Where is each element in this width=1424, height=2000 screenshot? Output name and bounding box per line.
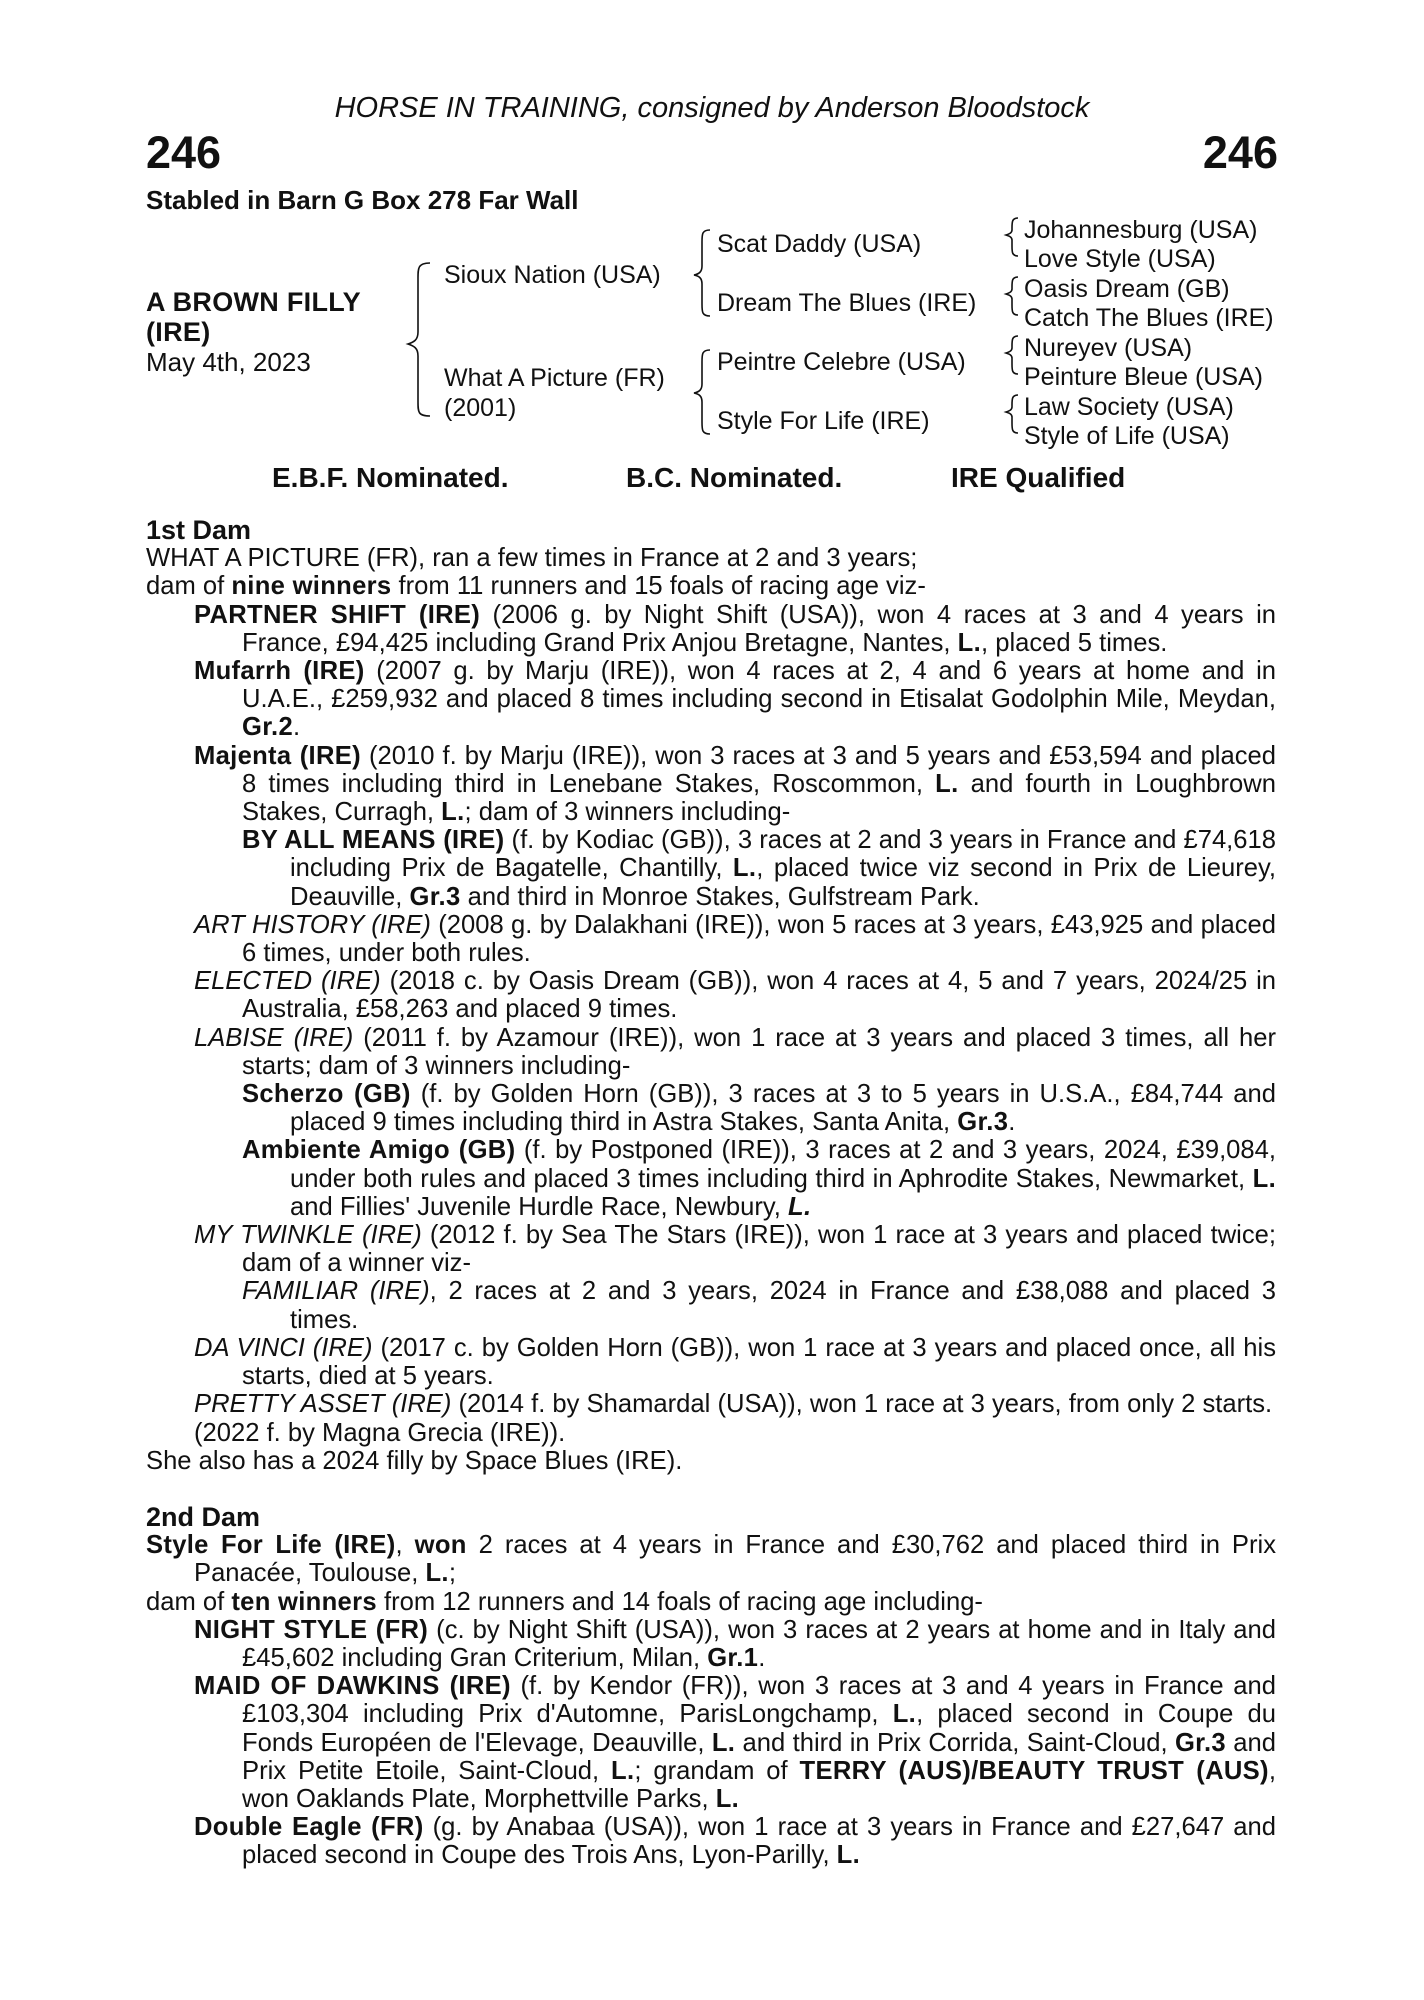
brace-g3 [1006, 336, 1018, 374]
produce-entry: ART HISTORY (IRE) (2008 g. by Dalakhani (IRE)), won 5 races at 3 years, £43,925 and placed 6 times, under both rules. [194, 910, 1277, 968]
brace-g2 [1006, 277, 1018, 315]
horse-description-country: (IRE) [146, 317, 211, 347]
pedigree-dam-sire: Peintre Celebre (USA) [717, 348, 966, 376]
brace-sire [694, 230, 710, 316]
pedigree-dam-dam: Style For Life (IRE) [717, 407, 930, 435]
brace-dam [694, 350, 710, 434]
pedigree-dam-year: (2001) [444, 394, 517, 422]
produce-entry: Majenta (IRE) (2010 f. by Marju (IRE)), won 3 races at 3 and 5 years and £53,594 and placed 8 times including third in Lenebane Stakes, Roscommon, L. and fourth in Loughbrown Stakes, Curragh, L.; dam of 3 winners including- [194, 741, 1277, 827]
pedigree-g3-4: Catch The Blues (IRE) [1024, 304, 1274, 332]
grand-produce-entry: BY ALL MEANS (IRE) (f. by Kodiac (GB)), 3 races at 2 and 3 years in France and £74,618 including Prix de Bagatelle, Chantilly, L., placed twice viz second in Prix de Lieurey, Deauville, Gr.3 and third in Monroe Stakes, Gulfstream Park. [242, 826, 1276, 911]
lot-number-left: 246 [146, 127, 222, 178]
pedigree-g3-6: Peinture Bleue (USA) [1024, 363, 1264, 391]
pedigree-sire: Sioux Nation (USA) [444, 261, 661, 289]
lot-number-right: 246 [1202, 127, 1278, 178]
grand-produce-entry: FAMILIAR (IRE), 2 races at 2 and 3 years, 2024 in France and £38,088 and placed 3 times. [242, 1277, 1276, 1334]
pedigree-dam: What A Picture (FR) [444, 364, 665, 392]
pedigree-g3-3: Oasis Dream (GB) [1024, 275, 1230, 303]
second-dam-heading: 2nd Dam [146, 1501, 261, 1532]
brace-g1 [1006, 218, 1018, 256]
pedigree-g3-2: Love Style (USA) [1024, 245, 1216, 273]
first-dam-produce-summary: dam of nine winners from 11 runners and 15 foals of racing age viz- [146, 572, 926, 601]
grand-produce-entry: Scherzo (GB) (f. by Golden Horn (GB)), 3 races at 3 to 5 years in U.S.A., £84,744 and placed 9 times including third in Astra Stakes, Santa Anita, Gr.3. [242, 1080, 1276, 1137]
ire-qualified: IRE Qualified [951, 462, 1126, 493]
pedigree-sire-dam: Dream The Blues (IRE) [717, 289, 977, 317]
bc-nominated: B.C. Nominated. [626, 462, 843, 493]
grand-produce-entry: Ambiente Amigo (GB) (f. by Postponed (IRE)), 3 races at 2 and 3 years, 2024, £39,084, under both rules and placed 3 times including third in Aphrodite Stakes, Newmarket, L. and Fillies' Juvenile Hurdle Race, Newbury, L. [242, 1136, 1276, 1221]
produce-entry: MY TWINKLE (IRE) (2012 f. by Sea The Stars (IRE)), won 1 race at 3 years and placed twice; dam of a winner viz- [194, 1221, 1277, 1278]
produce-entry: PARTNER SHIFT (IRE) (2006 g. by Night Shift (USA)), won 4 races at 3 and 4 years in France, £94,425 including Grand Prix Anjou Bretagne, Nantes, L., placed 5 times. [194, 600, 1276, 657]
produce-entry: DA VINCI (IRE) (2017 c. by Golden Horn (GB)), won 1 race at 3 years and placed once, all his starts, died at 5 years. [194, 1333, 1277, 1391]
pedigree-sire-sire: Scat Daddy (USA) [717, 230, 922, 258]
foaling-date: May 4th, 2023 [146, 347, 311, 377]
consignment-header: HORSE IN TRAINING, consigned by Anderson Bloodstock [334, 92, 1090, 124]
second-dam-intro: Style For Life (IRE), won 2 races at 4 years in France and £30,762 and placed third in Prix Panacée, Toulouse, L.; [146, 1531, 1276, 1588]
produce-entry: NIGHT STYLE (FR) (c. by Night Shift (USA)), won 3 races at 2 years at home and in Italy and £45,602 including Gran Criterium, Milan, Gr.1. [194, 1615, 1276, 1672]
produce-entry: (2022 f. by Magna Grecia (IRE)). [194, 1418, 566, 1447]
pedigree-g3-1: Johannesburg (USA) [1024, 216, 1258, 244]
brace-g4 [1006, 395, 1018, 433]
produce-entry: PRETTY ASSET (IRE) (2014 f. by Shamardal (USA)), won 1 race at 3 years, from only 2 starts. [194, 1390, 1273, 1419]
pedigree-g3-8: Style of Life (USA) [1024, 422, 1230, 450]
pedigree-g3-7: Law Society (USA) [1024, 393, 1234, 421]
produce-entry: Mufarrh (IRE) (2007 g. by Marju (IRE)), won 4 races at 2, 4 and 6 years at home and in U.A.E., £259,932 and placed 8 times including second in Etisalat Godolphin Mile, Meydan, Gr.2. [194, 657, 1276, 742]
brace-main [408, 263, 430, 416]
horse-description: A BROWN FILLY [146, 287, 361, 317]
catalogue-body [146, 516, 1276, 1870]
pedigree-g3-5: Nureyev (USA) [1024, 334, 1193, 362]
produce-entry: MAID OF DAWKINS (IRE) (f. by Kendor (FR)), won 3 races at 3 and 4 years in France and £103,304 including Prix d'Automne, ParisLongchamp, L., placed second in Coupe du Fonds Européen de l'Elevage, Deauville, L. and third in Prix Corrida, Saint-Cloud, Gr.3 and Prix Petite Etoile, Saint-Cloud, L.; grandam of TERRY (AUS)/BEAUTY TRUST (AUS), won Oaklands Plate, Morphettville Parks, L. [194, 1672, 1276, 1813]
first-dam-heading: 1st Dam [146, 515, 252, 545]
first-dam-footer: She also has a 2024 filly by Space Blues (IRE). [146, 1446, 683, 1475]
stabled-location: Stabled in Barn G Box 278 Far Wall [146, 185, 579, 215]
second-dam-produce-summary: dam of ten winners from 12 runners and 14 foals of racing age including- [146, 1587, 983, 1616]
ebf-nominated: E.B.F. Nominated. [272, 462, 509, 493]
first-dam-intro: WHAT A PICTURE (FR), ran a few times in France at 2 and 3 years; [146, 544, 918, 573]
produce-entry: Double Eagle (FR) (g. by Anabaa (USA)), won 1 race at 3 years in France and £27,647 and placed second in Coupe des Trois Ans, Lyon-Parilly, L. [194, 1813, 1277, 1870]
produce-entry: LABISE (IRE) (2011 f. by Azamour (IRE)), won 1 race at 3 years and placed 3 times, all her starts; dam of 3 winners including- [194, 1023, 1276, 1080]
produce-entry: ELECTED (IRE) (2018 c. by Oasis Dream (GB)), won 4 races at 4, 5 and 7 years, 2024/25 in Australia, £58,263 and placed 9 times. [194, 967, 1276, 1024]
